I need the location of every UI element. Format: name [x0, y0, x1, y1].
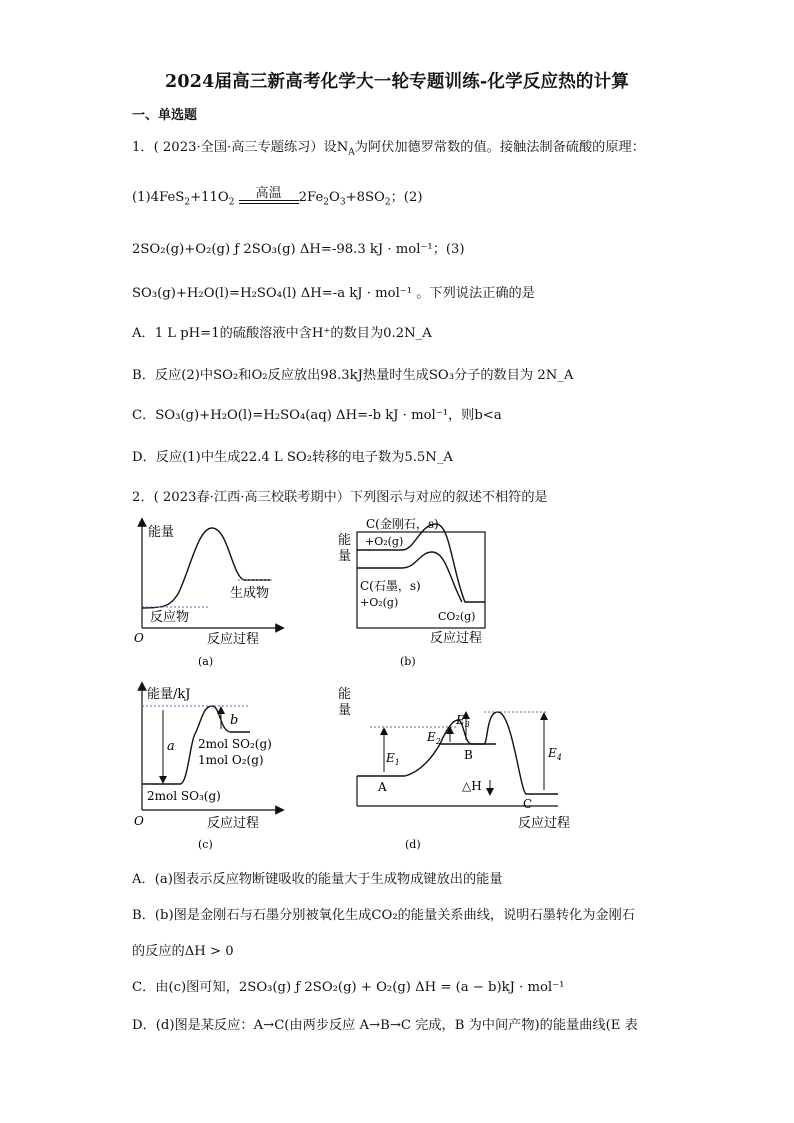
fig-c-top2: 1mol O₂(g): [198, 753, 264, 767]
q1-reaction-2: 2SO₂(g)+O₂(g) ƒ 2SO₃(g) ΔH=-98.3 kJ · mol⁻¹；(3): [132, 242, 465, 257]
fig-d-xlabel: 反应过程: [518, 816, 571, 831]
fig-d-e3-label: $E_3$: [456, 713, 470, 729]
fig-b-ylabel-2: 量: [338, 549, 352, 564]
q1-stem-pre: 1．( 2023·全国·高三专题练习）设N: [132, 140, 349, 155]
fig-c-bottom: 2mol SO₃(g): [147, 789, 221, 803]
fig-c-xlabel: 反应过程: [207, 816, 260, 831]
fig-b-top-label2: +O₂(g): [365, 535, 404, 548]
fig-d-e1-label: $E_1$: [386, 751, 400, 767]
q1-option-c: C．SO₃(g)+H₂O(l)=H₂SO₄(aq) ΔH=-b kJ · mol⁻¹，则b<a: [132, 408, 502, 423]
fig-d-e2-label: $E_2$: [427, 730, 441, 746]
q1-r1-pre: (1)4FeS: [132, 190, 185, 205]
q2-option-c: C．由(c)图可知，2SO₃(g) ƒ 2SO₂(g) + O₂(g) ΔH = (a − b)kJ · mol⁻¹: [132, 980, 565, 995]
fig-b-product: CO₂(g): [438, 610, 476, 623]
fig-d-ylabel-1: 能: [338, 687, 352, 702]
page-title: 2024届高三新高考化学大一轮专题训练-化学反应热的计算: [164, 72, 630, 92]
q2-option-b-line1: B．(b)图是金刚石与石墨分别被氧化生成CO₂的能量关系曲线，说明石墨转化为金刚石: [132, 908, 635, 923]
q1-r1-post: 2Fe: [298, 190, 324, 205]
equilibrium-arrow: [239, 185, 299, 208]
q1-option-d: D．反应(1)中生成22.4 L SO₂转移的电子数为5.5N_A: [132, 450, 453, 465]
fig-b-mid-label: C(石墨，s): [360, 579, 421, 593]
fig-d-dh-label: △H: [462, 779, 482, 793]
q1-r1-condition: 高温: [255, 185, 282, 201]
q2-stem: 2．( 2023春·江西·高三校联考期中）下列图示与对应的叙述不相符的是: [132, 490, 548, 505]
fig-c-origin: O: [134, 814, 144, 828]
fig-b-caption: (b): [400, 655, 416, 668]
fig-d-ylabel-2: 量: [338, 703, 352, 718]
figure-b: [338, 516, 485, 668]
fig-a-ylabel: 能量: [148, 525, 175, 540]
fig-b-mid-label2: +O₂(g): [360, 596, 399, 609]
fig-d-caption: (d): [405, 838, 421, 851]
q2-option-b-line2: 的反应的ΔH > 0: [132, 944, 234, 959]
figure-a: [134, 522, 280, 668]
fig-d-b-label: B: [464, 748, 473, 762]
q1-reaction-3: SO₃(g)+H₂O(l)=H₂SO₄(l) ΔH=-a kJ · mol⁻¹ 。下列说法正确的是: [132, 286, 535, 301]
fig-b-top-label: C(金刚石，s): [366, 517, 439, 531]
fig-d-a-label: A: [378, 780, 387, 794]
fig-b-xlabel: 反应过程: [430, 631, 483, 646]
figure-block: [120, 510, 600, 855]
fig-a-reactant: 反应物: [150, 610, 190, 625]
section-heading: 一、单选题: [132, 108, 198, 123]
fig-d-e4-label: $E_4$: [548, 746, 562, 762]
fig-a-xlabel: 反应过程: [207, 632, 260, 647]
q1-option-b: B．反应(2)中SO₂和O₂反应放出98.3kJ热量时生成SO₃分子的数目为 2N_A: [132, 368, 574, 383]
fig-c-ylabel: 能量/kJ: [147, 687, 191, 702]
fig-c-a-label: a: [167, 739, 175, 754]
q1-reaction-1: $(1)4FeS_2+11O_2$ 高温 $2Fe_2O_3+8SO_2$；(2): [132, 186, 422, 208]
fig-d-c-label: C: [523, 797, 533, 811]
fig-a-origin: O: [134, 631, 144, 645]
figure-c: [134, 686, 280, 851]
q1-option-a: A．1 L pH=1的硫酸溶液中含H⁺的数目为0.2N_A: [132, 326, 432, 341]
q2-option-a: A．(a)图表示反应物断键吸收的能量大于生成物成键放出的能量: [132, 872, 503, 887]
fig-a-product: 生成物: [230, 586, 270, 601]
fig-c-caption: (c): [198, 838, 213, 851]
fig-c-top1: 2mol SO₂(g): [198, 737, 272, 751]
fig-c-b-label: b: [230, 713, 239, 728]
q2-option-d: D．(d)图是某反应：A→C(由两步反应 A→B→C 完成，B 为中间产物)的能量曲线(E 表: [132, 1018, 638, 1033]
fig-a-caption: (a): [198, 655, 214, 668]
fig-b-ylabel-1: 能: [338, 533, 352, 548]
figure-d: [338, 686, 570, 851]
q1-stem-post: 为阿伏加德罗常数的值。接触法制备硫酸的原理：: [354, 140, 645, 155]
q1-stem: 1．( 2023·全国·高三专题练习）设$N_A$为阿伏加德罗常数的值。接触法制备硫酸的原理：: [132, 140, 645, 158]
